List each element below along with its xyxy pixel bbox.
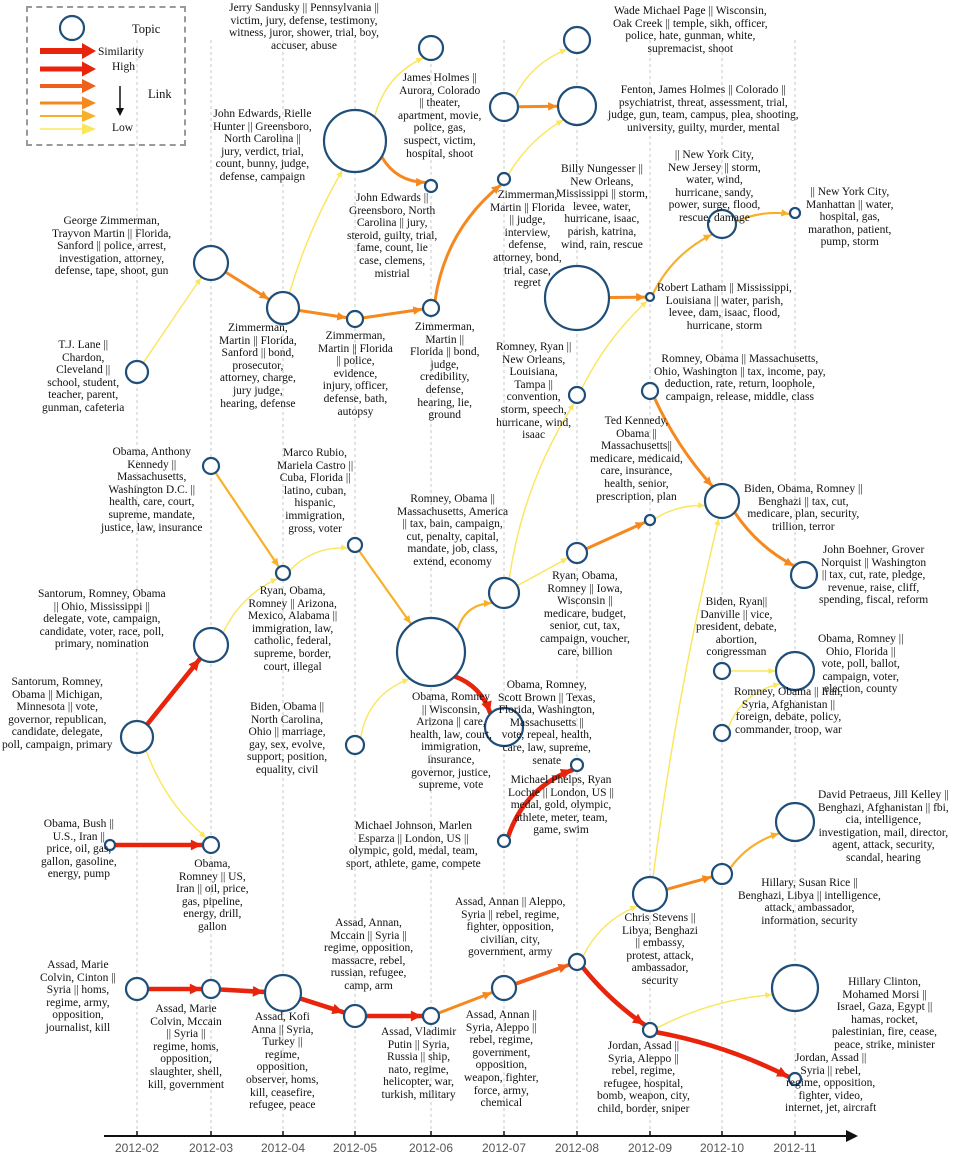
topic-node-page [564, 27, 590, 53]
topic-node-petraeus [776, 803, 814, 841]
topic-assad-colvin-label: Assad, Marie Colvin, Cinton || Syria || homs, regime, army, opposition, journalist, kill [40, 959, 116, 1035]
topic-link [215, 473, 278, 567]
topic-link [514, 49, 566, 97]
topic-lane-label: T.J. Lane || Chardon, Cleveland || school, student, teacher, parent, gunman, cafeteria [42, 339, 124, 415]
topic-node-santmich [121, 721, 153, 753]
topic-link [290, 548, 348, 571]
topic-node-holmes [490, 93, 518, 121]
link-arrowhead [416, 178, 425, 187]
topic-node-sandusky [419, 36, 443, 60]
axis-month-label: 2012-04 [261, 1141, 305, 1155]
topic-node-tedk [645, 515, 655, 525]
topic-node-obamaohio [776, 652, 814, 690]
topic-link [143, 278, 201, 363]
topic-johnson-label: Michael Johnson, Marlen Esparza || London, US || olympic, gold, medal, team, sport, athlete, game, compete [346, 820, 481, 870]
topic-node-benghazi [705, 484, 739, 518]
link-arrowhead [698, 502, 705, 508]
topic-annan-turkey-label: Assad, Kofi Anna || Syria, Turkey || regime, opposition, observer, homs, kill, ceasefire, refugee, peace [246, 1011, 319, 1112]
legend-link-label: Link [148, 87, 172, 102]
topic-phelps-label: Michael Phelps, Ryan Lochte || London, US || medal, gold, olympic, athlete, meter, team, game, swim [508, 774, 614, 837]
legend [26, 6, 186, 146]
link-arrowhead [548, 102, 557, 111]
legend-high-label: High [112, 61, 135, 73]
topic-biden-ryan-label: Biden, Ryan|| Danville || vice, president, debate, abortion, congressman [696, 596, 777, 659]
axis-month-label: 2012-09 [628, 1141, 672, 1155]
topic-edwards1-label: John Edwards, Rielle Hunter || Greensboro, North Carolina || jury, verdict, trial, count, bunny, judge, defense, campaign [213, 108, 312, 184]
topic-node-colvin1 [126, 978, 148, 1000]
axis-month-label: 2012-08 [555, 1141, 599, 1155]
topic-zim-judge-label: Zimmerman, Martin || Florida || judge, interview, defense, attorney, bond, trial, case, regret [490, 189, 565, 290]
topic-link [457, 603, 491, 631]
topic-latham-label: Robert Latham || Mississippi, Louisiana || water, parish, levee, dam, isaac, flood, hurricane, storm [657, 282, 792, 332]
topic-node-edwards1 [324, 110, 386, 172]
link-arrowhead [558, 964, 569, 973]
topic-node-rice [712, 864, 732, 884]
topic-petraeus-label: David Petraeus, Jill Kelley || Benghazi, Afghanistan || fbi, cia, intelligence, investigation, mail, director, agent, attack, security, scandal, hearing [818, 789, 949, 865]
topic-node-zim2 [267, 292, 299, 324]
legend-similarity-label: Similarity [98, 46, 144, 58]
link-arrowhead [768, 668, 775, 674]
topic-node-bidennc [346, 736, 364, 754]
legend-topic-label: Topic [132, 22, 160, 37]
topic-node-zimjudge [498, 173, 510, 185]
topic-zim4-label: Zimmerman, Martin || Florida || bond, judge, credibility, defense, hearing, lie, ground [410, 321, 479, 422]
topic-clinton-morsi-label: Hillary Clinton, Mohamed Morsi || Israel, Gaza, Egypt || hamas, rocket, palestinian, fire, cease, peace, strike, minister [832, 976, 937, 1052]
topic-assad-mccain-colvin-label: Assad, Marie Colvin, Mccain || Syria || regime, homs, opposition, slaughter, shell, kill, government [148, 1003, 224, 1091]
topic-annan-aleppo2-label: Assad, Annan || Syria, Aleppo || rebel, regime, government, opposition, weapon, fighter, force, army, chemical [464, 1009, 539, 1110]
topic-nungesser-label: Billy Nungesser || New Orleans, Mississippi || storm, levee, water, hurricane, isaac, parish, katrina, wind, rain, rescue [556, 163, 648, 251]
topic-node-edwards2 [425, 180, 437, 192]
topic-sandy-label: || New York City, New Jersey || storm, water, wind, hurricane, sandy, power, surge, flood, rescue, damage [668, 149, 761, 225]
topic-node-stevens [633, 877, 667, 911]
topic-node-aleppo3 [643, 1023, 657, 1037]
topic-scott-brown-label: Obama, Romney, Scott Brown || Texas, Florida, Washington, Massachusetts || vote, repeal, health, care, law, supreme, senate [498, 679, 596, 767]
legend-low-label: Low [112, 122, 133, 134]
topic-romney-tampa-label: Romney, Ryan || New Orleans, Louisiana, Tampa || convention, storm, speech, hurricane, wind, isaac [496, 341, 571, 442]
topic-edwards2-label: John Edwards || Greensboro, North Carolina || jury, steroid, guilty, trial, fame, count, lie case, clemens, mistrial [347, 192, 437, 280]
topic-fenton-label: Fenton, James Holmes || Colorado || psychiatrist, threat, assessment, trial, judge, gun, team, campus, plea, shooting, university, guilty, murder, mental [608, 84, 799, 134]
topic-zim3-label: Zimmerman, Martin || Florida || police, evidence, injury, officer, defense, bath, autopsy [318, 330, 393, 418]
topic-node-zim4 [423, 300, 439, 316]
topic-node-turkey [265, 975, 301, 1011]
topic-link [730, 834, 779, 869]
link-arrowhead [341, 544, 348, 550]
topic-zim1-label: George Zimmerman, Trayvon Martin || Florida, Sanford || police, arrest, investigation, attorney, defense, tape, shoot, gun [52, 215, 171, 278]
topic-node-zim3 [347, 311, 363, 327]
axis-month-label: 2012-06 [409, 1141, 453, 1155]
topic-node-rubio [348, 538, 362, 552]
topic-node-boehner [791, 562, 817, 588]
topic-kennedy-obama-label: Obama, Anthony Kennedy || Massachusetts, Washington D.C. || health, care, court, supreme, mandate, justice, law, insurance [101, 446, 202, 534]
link-arrowhead [714, 519, 720, 526]
topic-node-kennedy [203, 458, 219, 474]
topic-node-colvin2 [202, 980, 220, 998]
topic-romney-bain-label: Romney, Obama || Massachusetts, America || tax, bain, campaign, cut, penalty, capital, mandate, job, class, extend, economy [397, 493, 508, 569]
topic-ryan-arizona-label: Ryan, Obama, Romney || Arizona, Mexico, Alabama || immigration, law, catholic, federal, supreme, border, court, illegal [248, 585, 337, 673]
topic-obama-wisc-label: Obama, Romney || Wisconsin, Arizona || care, health, law, court, immigration, insurance, governor, justice, supreme, vote [410, 691, 492, 792]
link-arrowhead [411, 1011, 422, 1022]
topic-node-nyc [790, 208, 800, 218]
topic-holmes-label: James Holmes || Aurora, Colorado || theater, apartment, movie, police, gas, suspect, victim, hospital, shoot [398, 72, 481, 160]
topic-rubio-label: Marco Rubio, Mariela Castro || Cuba, Florida || latino, cuban, hispanic, immigration, gross, voter [277, 447, 353, 535]
link-arrowhead [331, 1004, 343, 1014]
topic-sandusky-label: Jerry Sandusky || Pennsylvania || victim, jury, defense, testimony, witness, juror, shower, trial, boy, accuser, abuse [229, 2, 379, 52]
topic-link [655, 506, 705, 519]
topic-node-ryanaz [276, 566, 290, 580]
topic-node-romiran [714, 725, 730, 741]
link-arrowhead [765, 992, 772, 998]
topic-ted-kennedy-label: Ted Kennedy, Obama || Massachusetts|| medicare, medicaid, care, insurance, health, senior, prescription, plan [590, 415, 683, 503]
topic-boehner-label: John Boehner, Grover Norquist || Washington || tax, cut, rate, pledge, revenue, raise, cliff, spending, fiscal, reform [819, 544, 928, 607]
topic-assad-mccain-label: Assad, Annan, Mccain || Syria || regime, opposition, massacre, rebel, russian, refugee, camp, arm [324, 917, 413, 993]
topic-node-latham [646, 293, 654, 301]
topic-ryan-iowa-label: Ryan, Obama, Romney || Iowa, Wisconsin || medicare, budget, senior, cut, tax, campaign, voucher, care, billion [540, 570, 630, 658]
topic-link [382, 157, 425, 183]
topic-zim2-label: Zimmerman, Martin || Florida, Sanford || bond, prosecutor, attorney, charge, jury judge, hearing, defense [219, 322, 297, 410]
topic-node-aleppo2 [569, 954, 585, 970]
topic-obama-ohio-label: Obama, Romney || Ohio, Florida || vote, poll, ballot, campaign, voter, election, county [818, 633, 903, 696]
topic-node-bain [489, 578, 519, 608]
link-arrowhead [195, 278, 201, 285]
topic-node-tampa [569, 387, 585, 403]
axis-month-label: 2012-02 [115, 1141, 159, 1155]
topic-bush-iran-label: Obama, Bush || U.S., Iran || price, oil, gas, gallon, gasoline, energy, pump [41, 818, 117, 881]
topic-node-lane [126, 361, 148, 383]
topic-node-bidenryan [714, 663, 730, 679]
topic-node-santohio [194, 628, 228, 662]
topic-node-putin [423, 1008, 439, 1024]
topic-rice-label: Hillary, Susan Rice || Benghazi, Libya || intelligence, attack, ambassador, information, security [738, 877, 881, 927]
topic-nyc-label: || New York City, Manhattan || water, hospital, gas, marathon, patient, pump, storm [806, 186, 894, 249]
axis-month-label: 2012-07 [482, 1141, 526, 1155]
topic-link [147, 659, 200, 725]
topic-link [146, 750, 206, 837]
topic-page-label: Wade Michael Page || Wisconsin, Oak Creek || temple, sikh, officer, police, hate, gunman, white, supremacist, shoot [613, 5, 768, 55]
topic-node-zim1 [194, 246, 228, 280]
topic-jordan-assad-label: Jordan, Assad || Syria || rebel, regime, opposition, fighter, video, internet, jet, aircraft [785, 1052, 876, 1115]
topic-link [508, 120, 563, 175]
topic-link [289, 170, 342, 293]
topic-biden-benghazi-label: Biden, Obama, Romney || Benghazi || tax, cut, medicare, plan, security, trillion, terror [744, 483, 863, 533]
topic-node-aleppo1 [492, 976, 516, 1000]
topic-assad-aleppo-label: Jordan, Assad || Syria, Aleppo || rebel, regime, refugee, hospital, bomb, weapon, city, child, border, sniper [597, 1040, 690, 1116]
topic-node-wisc [397, 618, 465, 686]
link-arrowhead [191, 840, 202, 851]
topic-putin-label: Assad, Vladimir Putin || Syria, Russia || ship, nato, regime, helicopter, war, turkish, military [381, 1026, 456, 1102]
topic-annan-aleppo1-label: Assad, Annan || Aleppo, Syria || rebel, regime, fighter, opposition, civilian, city, government, army [455, 896, 565, 959]
time-axis-arrowhead [846, 1130, 858, 1142]
topic-node-fenton [558, 87, 596, 125]
topic-node-ryaniowa [567, 543, 587, 563]
axis-month-label: 2012-11 [773, 1141, 816, 1155]
topic-node-mccain [344, 1005, 366, 1027]
axis-month-label: 2012-10 [700, 1141, 744, 1155]
topic-link [361, 679, 409, 738]
topic-link [363, 309, 422, 318]
link-arrowhead [253, 986, 264, 997]
topic-link [586, 522, 644, 548]
topic-node-morsi [772, 965, 818, 1011]
link-arrowhead [636, 293, 645, 302]
topic-santorum-mich-label: Santorum, Romney, Obama || Michigan, Minnesota || vote, governor, republican, candidate, delegate, poll, campaign, primary [2, 676, 113, 752]
link-arrowhead [190, 984, 201, 995]
topic-node-obamairan [203, 837, 219, 853]
topic-link [653, 519, 719, 878]
topic-biden-nc-label: Biden, Obama || North Carolina, Ohio || marriage, gay, sex, evolve, support, position, equality, civil [247, 701, 327, 777]
topic-obama-iran-label: Obama, Romney || US, Iran || oil, price, gas, pipeline, energy, drill, gallon [176, 858, 249, 934]
topic-stevens-label: Chris Stevens || Libya, Benghazi || embassy, protest, attack, ambassador, security [622, 912, 698, 988]
topic-romney-tax-label: Romney, Obama || Massachusetts, Ohio, Washington || tax, income, pay, deduction, rate, return, loophole, campaign, release, middle, class [654, 353, 826, 403]
axis-month-label: 2012-03 [189, 1141, 233, 1155]
axis-month-label: 2012-05 [333, 1141, 377, 1155]
topic-santorum-ohio-label: Santorum, Romney, Obama || Ohio, Mississippi || delegate, vote, campaign, candidate, voter, race, poll, primary, nomination [38, 588, 166, 651]
topic-link [657, 995, 772, 1028]
topic-romney-iran-label: Romney, Obama || Iran, Syria, Afghanistan || foreign, debate, policy, commander, troop, war [734, 686, 843, 736]
